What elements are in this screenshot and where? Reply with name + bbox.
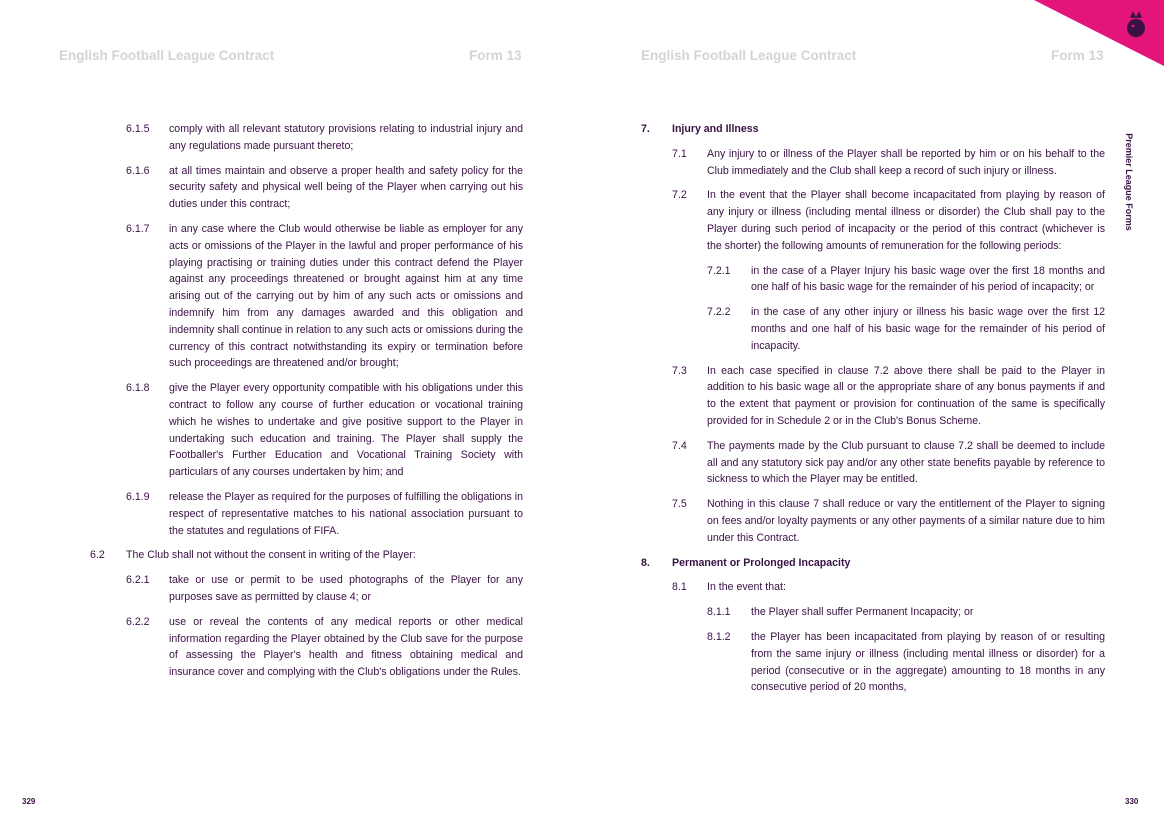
clause-7-2-1 xyxy=(707,263,1105,297)
clause-7-1 xyxy=(672,146,1105,180)
right-column xyxy=(641,121,1105,696)
page-number-left: 329 xyxy=(22,797,36,806)
section-number: 8. xyxy=(641,556,650,569)
section-title: Injury and Illness xyxy=(672,123,759,135)
section-8-heading xyxy=(641,555,1105,572)
clause-text: release the Player as required for the purposes of fulfilling the obligations in respect of representative matches to his national association pursuant to the statutes and regulations of FIFA. xyxy=(169,490,523,537)
clause-text: comply with all relevant statutory provisions relating to industrial injury and any regulations made pursuant thereto; xyxy=(169,123,523,152)
side-label: Premier League Forms xyxy=(1124,133,1134,231)
clause-6-1-9 xyxy=(126,489,523,539)
page-number-right: 330 xyxy=(1125,797,1139,806)
clause-number: 6.2 xyxy=(90,549,105,562)
clause-6-2-2 xyxy=(126,614,523,681)
clause-text: the Player shall suffer Permanent Incapacity; or xyxy=(751,606,974,619)
clause-number: 6.2.1 xyxy=(126,574,150,587)
clause-8-1-2 xyxy=(707,629,1105,696)
clause-text: give the Player every opportunity compatible with his obligations under this contract to follow any course of further education or vocational training which he wishes to undertake and give positive support to the Player in undertaking such education and training. The Player shall supply the Footballer's Further Education and Vocational Training Society with particulars of any courses undertaken by him; and xyxy=(169,382,523,479)
clause-number: 7.2.1 xyxy=(707,264,731,277)
clause-number: 6.1.9 xyxy=(126,490,150,503)
clause-text: In each case specified in clause 7.2 above there shall be paid to the Player in addition to his basic wage all or the appropriate share of any bonus payments if and to the extent that payment or provision for continuation of the same is specifically provided for in Schedule 2 or in the Club's Bonus Scheme. xyxy=(707,364,1105,427)
clause-6-2-1 xyxy=(126,572,523,606)
clause-number: 6.2.2 xyxy=(126,615,150,628)
right-header-title: English Football League Contract xyxy=(641,48,857,63)
clause-text: the Player has been incapacitated from playing by reason of or resulting from the same injury or illness (including mental illness or disorder) for a period (consecutive or in the aggregate) amounting to 18 months in any consecutive period of 20 months, xyxy=(751,630,1105,694)
clause-7-2 xyxy=(672,187,1105,254)
clause-text: Any injury to or illness of the Player shall be reported by him or on his behalf to the Club immediately and the Club shall keep a record of such injury or illness. xyxy=(707,147,1105,177)
right-header-form: Form 13 xyxy=(1051,48,1104,63)
clause-number: 7.4 xyxy=(672,439,687,452)
clause-text: in the case of a Player Injury his basic wage over the first 18 months and one half of his basic wage for the remainder of his period of incapacity; or xyxy=(751,264,1105,294)
clause-8-1-1 xyxy=(707,604,1105,621)
section-title: Permanent or Prolonged Incapacity xyxy=(672,556,851,569)
corner-accent xyxy=(1014,0,1164,70)
clause-number: 6.1.5 xyxy=(126,123,150,135)
clause-6-1-5 xyxy=(126,121,523,155)
clause-6-1-7 xyxy=(126,221,523,372)
left-header-title: English Football League Contract xyxy=(59,48,275,63)
clause-8-1 xyxy=(672,579,1105,596)
clause-text: In the event that: xyxy=(707,581,786,594)
clause-6-1-8 xyxy=(126,380,523,481)
clause-6-2 xyxy=(90,547,523,564)
clause-text: In the event that the Player shall become incapacitated from playing by reason of any injury or illness (including mental illness or disorder) the Club shall pay to the Player during such period of incapacity or the period of this contract (whichever is the shorter) the following amounts of remuneration for the following periods: xyxy=(707,189,1105,252)
clause-number: 6.1.7 xyxy=(126,222,150,235)
left-column xyxy=(90,121,523,681)
clause-number: 7.2 xyxy=(672,189,687,202)
corner-band xyxy=(1034,0,1164,66)
clause-7-4 xyxy=(672,438,1105,488)
clause-text: in the case of any other injury or illness his basic wage over the first 12 months and one half of his basic wage for the remainder of his period of incapacity. xyxy=(751,306,1105,352)
left-header-form: Form 13 xyxy=(469,48,522,63)
section-7-heading xyxy=(641,121,1105,138)
clause-number: 6.1.8 xyxy=(126,382,150,395)
clause-number: 7.1 xyxy=(672,147,687,160)
clause-number: 7.5 xyxy=(672,498,687,511)
clause-6-1-6 xyxy=(126,163,523,213)
clause-number: 7.2.2 xyxy=(707,306,731,319)
clause-text: in any case where the Club would otherwise be liable as employer for any acts or omissions of the Player in the lawful and proper performance of his playing practising or training duties under this contract defend the Player against any proceedings threatened or brought against him at any time arising out of the carrying out by him of any such acts or omissions and indemnify him from any damages awarded and this obligation and indemnity shall continue in relation to any such acts or omissions during the currency of this contract notwithstanding its expiry or termination before such proceedings are threatened and/or brought; xyxy=(169,222,523,370)
clause-7-3 xyxy=(672,363,1105,430)
clause-text: Nothing in this clause 7 shall reduce or vary the entitlement of the Player to signing on fees and/or loyalty payments or any other payments of a similar nature due to him under this Contract. xyxy=(707,498,1105,544)
section-number: 7. xyxy=(641,123,650,135)
clause-text: take or use or permit to be used photographs of the Player for any purposes save as permitted by clause 4; or xyxy=(169,574,523,603)
clause-text: use or reveal the contents of any medical reports or other medical information regarding the Player obtained by the Club save for the purpose of assessing the Player's health and fitness obtaining medical and insurance cover and complying with the Club's obligations under the Rules. xyxy=(169,615,523,679)
clause-number: 8.1.2 xyxy=(707,630,731,643)
clause-number: 7.3 xyxy=(672,364,687,377)
clause-number: 8.1 xyxy=(672,581,687,594)
clause-7-5 xyxy=(672,496,1105,546)
clause-text: The Club shall not without the consent in writing of the Player: xyxy=(126,549,416,562)
clause-7-2-2 xyxy=(707,304,1105,354)
clause-text: The payments made by the Club pursuant to clause 7.2 shall be deemed to include all and any statutory sick pay and/or any other state benefits payable by reference to sickness to which the Player may be entitled. xyxy=(707,439,1105,486)
clause-number: 6.1.6 xyxy=(126,164,150,177)
clause-text: at all times maintain and observe a proper health and safety policy for the security safety and physical well being of the Player when carrying out his duties under this contract; xyxy=(169,164,523,211)
clause-number: 8.1.1 xyxy=(707,606,731,619)
